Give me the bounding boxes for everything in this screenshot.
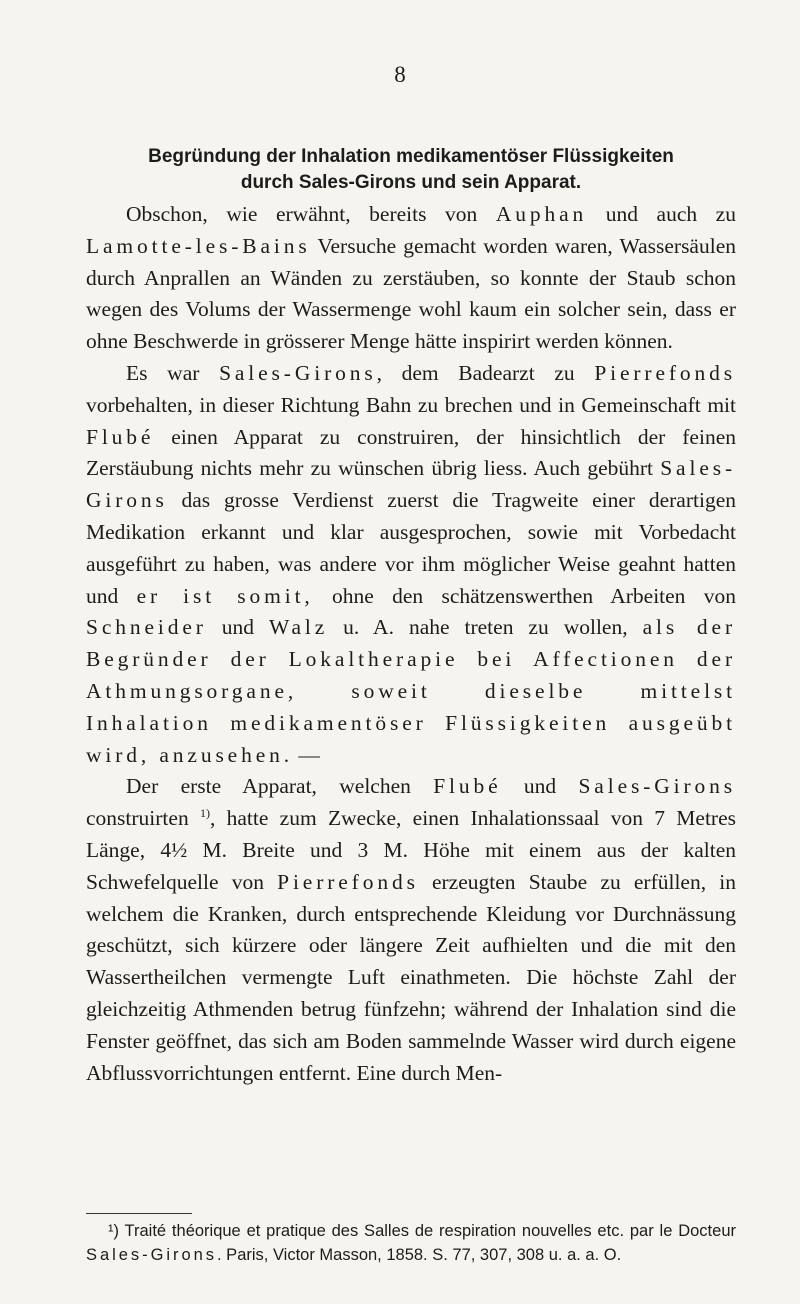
heading-line-1: Begründung der Inhalation medikamentöser Flüssigkeiten <box>148 146 674 167</box>
footnote <box>86 1219 736 1267</box>
text-run: u. A. nahe treten zu wollen, <box>328 615 643 640</box>
text-run: das grosse Verdienst zuerst die Tragweite einer derartigen Medikation erkannt und klar ausgesprochen, sowie mit Vorbedacht ausgeführt zu haben, was andere vor ihm möglicher Weise geahnt hatten und <box>86 488 736 608</box>
text-run: ohne den schätzenswerthen Arbeiten von <box>313 583 736 608</box>
spaced-name: Flubé <box>86 424 155 449</box>
body-text <box>86 199 736 1089</box>
text-run: Obschon, wie erwähnt, bereits von <box>126 202 496 226</box>
text-run: . Paris, Victor Masson, 1858. S. 77, 307, 308 u. a. a. O. <box>217 1246 622 1264</box>
paragraph-1 <box>86 199 736 358</box>
spaced-name: Pierrefonds <box>594 360 736 385</box>
text-run: und auch zu <box>587 202 736 226</box>
text-run: , dem Badearzt zu <box>376 360 595 385</box>
text-run: und <box>501 774 579 799</box>
text-run: construirten <box>86 806 200 831</box>
spaced-name: Sales-Girons <box>86 456 736 513</box>
text-run: Der erste Apparat, welchen <box>126 774 434 799</box>
spaced-name: Sales-Girons <box>219 360 377 385</box>
spaced-name: Flubé <box>433 774 502 799</box>
text-run: Traité théorique et pratique des Salles de respiration nouvelles etc. par le Docteur <box>119 1222 736 1240</box>
spaced-name: Sales-Girons <box>86 1246 218 1264</box>
spaced-name: Auphan <box>495 202 588 226</box>
footnote-mark: ¹) <box>108 1222 119 1240</box>
text-run: , hatte zum Zwecke, einen Inhalationssaal von 7 Metres Länge, 4½ M. Breite und 3 M. Höhe mit einem aus der kalten Schwefelquelle von <box>86 806 736 894</box>
heading-line-2: durch Sales-Girons und sein Apparat. <box>240 172 582 193</box>
paragraph-3 <box>86 771 736 1089</box>
text-run: erzeugten Staube zu erfüllen, in welchem die Kranken, durch entsprechende Kleidung vor Durchnässung geschützt, sich kürzere oder längere Zeit aufhielten und die mit den Wassertheilchen vermengte Luft einathmeten. Die höchste Zahl der gleichzeitig Athmenden betrug fünfzehn; während der Inhalation sind die Fenster geöffnet, das sich am Boden sammelnde Wasser wird durch eigene Abflussvorrichtungen entfernt. Eine durch Men- <box>86 869 736 1085</box>
spaced-name: Sales-Girons <box>578 774 736 799</box>
footnote-text <box>86 1219 736 1267</box>
spaced-name: Pierrefonds <box>277 869 419 894</box>
spaced-name: Lamotte-les-Bains <box>86 233 311 258</box>
text-run: Es war <box>126 360 220 385</box>
text-run: — <box>293 742 320 767</box>
text-run: einen Apparat zu construiren, der hinsichtlich der feinen Zerstäubung nichts mehr zu wünschen übrig liess. Auch gebührt <box>86 424 736 481</box>
text-run: Versuche gemacht worden waren, Wassersäulen durch Anprallen an Wänden zu zerstäuben, so konnte der Staub schon wegen des Volums der Wassermenge wohl kaum ein solcher sein, dass er ohne Beschwerde in grösserer Menge hätte inspirirt werden können. <box>86 233 736 354</box>
emphasis: er ist somit, <box>136 583 314 608</box>
spaced-name: Walz <box>269 615 329 640</box>
emphasis: als der Begründer der Lokaltherapie bei Affectionen der Athmungsorgane, soweit dieselbe mittelst Inhalation medikamentöser Flüssigkeiten ausgeübt wird, anzusehen. <box>86 615 736 767</box>
paragraph-2 <box>86 358 736 771</box>
footnote-divider <box>86 1213 192 1214</box>
page-number: 8 <box>394 62 406 87</box>
footnote-reference: 1) <box>199 805 210 820</box>
text-run: vorbehalten, in dieser Richtung Bahn zu brechen und in Gemeinschaft mit <box>86 392 736 417</box>
spaced-name: Schneider <box>86 615 207 640</box>
text-run: und <box>206 615 270 640</box>
section-heading <box>86 144 736 196</box>
